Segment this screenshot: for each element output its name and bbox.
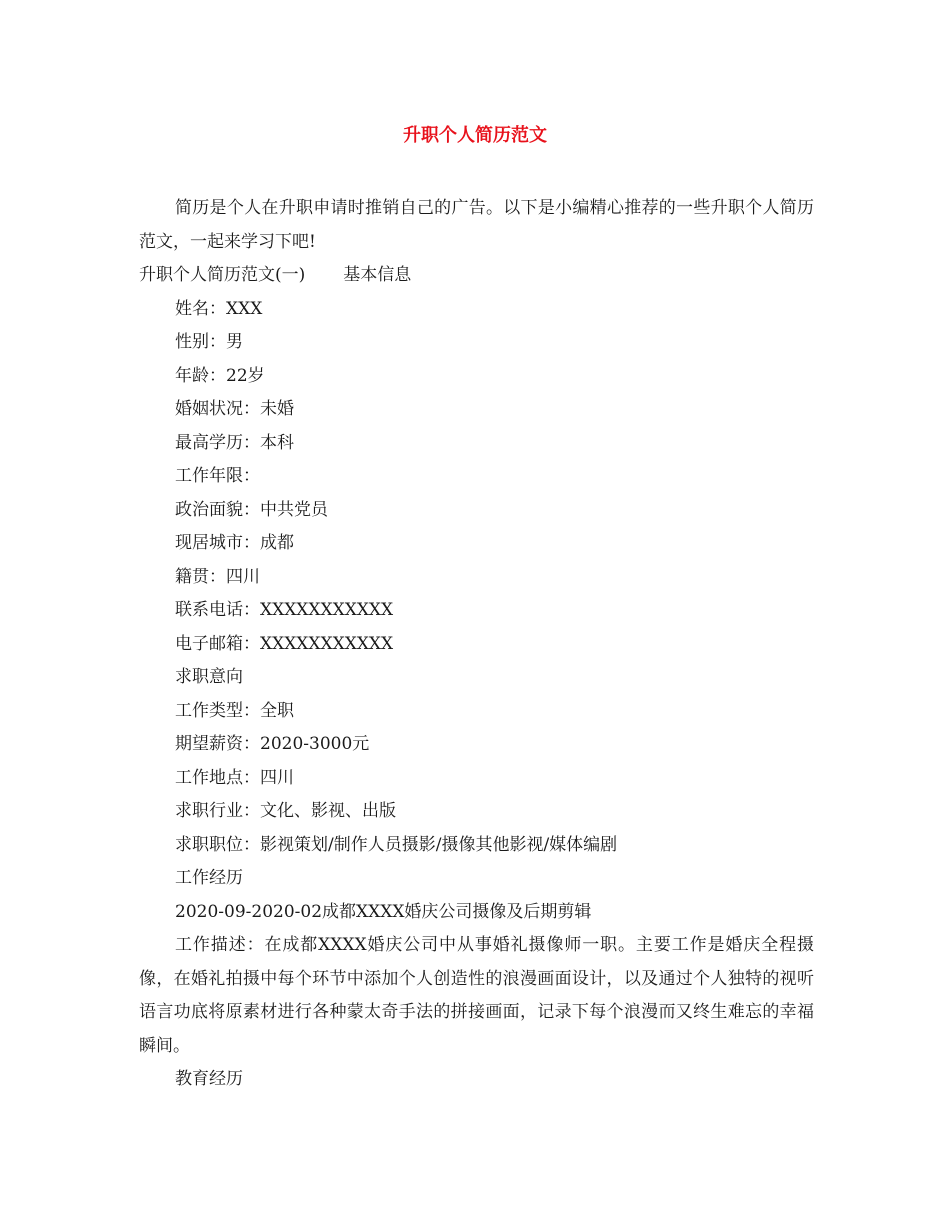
- document-title: 升职个人简历范文: [403, 125, 547, 146]
- intent-job-type: 工作类型：全职: [175, 700, 294, 721]
- intent-location: 工作地点：四川: [175, 767, 294, 788]
- work-period: 2020-09-2020-02成都XXXX婚庆公司摄像及后期剪辑: [175, 901, 592, 922]
- document-body: [139, 192, 814, 1097]
- info-age: 年龄：22岁: [175, 365, 265, 386]
- info-email: 电子邮箱：XXXXXXXXXXX: [175, 633, 394, 654]
- intent-salary: 期望薪资：2020-3000元: [175, 734, 370, 754]
- info-political-status: 政治面貌：中共党员: [175, 499, 328, 520]
- section-heading-line: [139, 259, 814, 293]
- education-heading: 教育经历: [175, 1069, 243, 1089]
- info-work-years: 工作年限：: [175, 466, 260, 486]
- section-subheading: 基本信息: [343, 265, 412, 285]
- section-heading: 升职个人简历范文(一): [139, 265, 306, 285]
- work-heading: 工作经历: [175, 868, 243, 888]
- intro-paragraph: 简历是个人在升职申请时推销自己的广告。以下是小编精心推荐的一些升职个人简历范文，一起来学习下吧!: [139, 198, 814, 252]
- info-marital-status: 婚姻状况：未婚: [175, 399, 294, 419]
- info-gender: 性别：男: [175, 332, 243, 352]
- info-current-city: 现居城市：成都: [175, 533, 294, 553]
- info-hometown: 籍贯：四川: [175, 566, 260, 587]
- info-name: 姓名：XXX: [175, 298, 263, 319]
- job-intent-heading: 求职意向: [175, 667, 243, 687]
- intent-position: 求职职位：影视策划/制作人员摄影/摄像其他影视/媒体编剧: [175, 834, 618, 855]
- work-description: 工作描述：在成都XXXX婚庆公司中从事婚礼摄像师一职。主要工作是婚庆全程摄像，在婚礼拍摄中每个环节中添加个人创造性的浪漫画面设计，以及通过个人独特的视听语言功底将原素材进行各种蒙太奇手法的拼接画面，记录下每个浪漫而又终生难忘的幸福瞬间。: [139, 935, 814, 1056]
- info-phone: 联系电话：XXXXXXXXXXX: [175, 600, 394, 620]
- intent-industry: 求职行业：文化、影视、出版: [175, 801, 396, 821]
- info-education: 最高学历：本科: [175, 432, 294, 453]
